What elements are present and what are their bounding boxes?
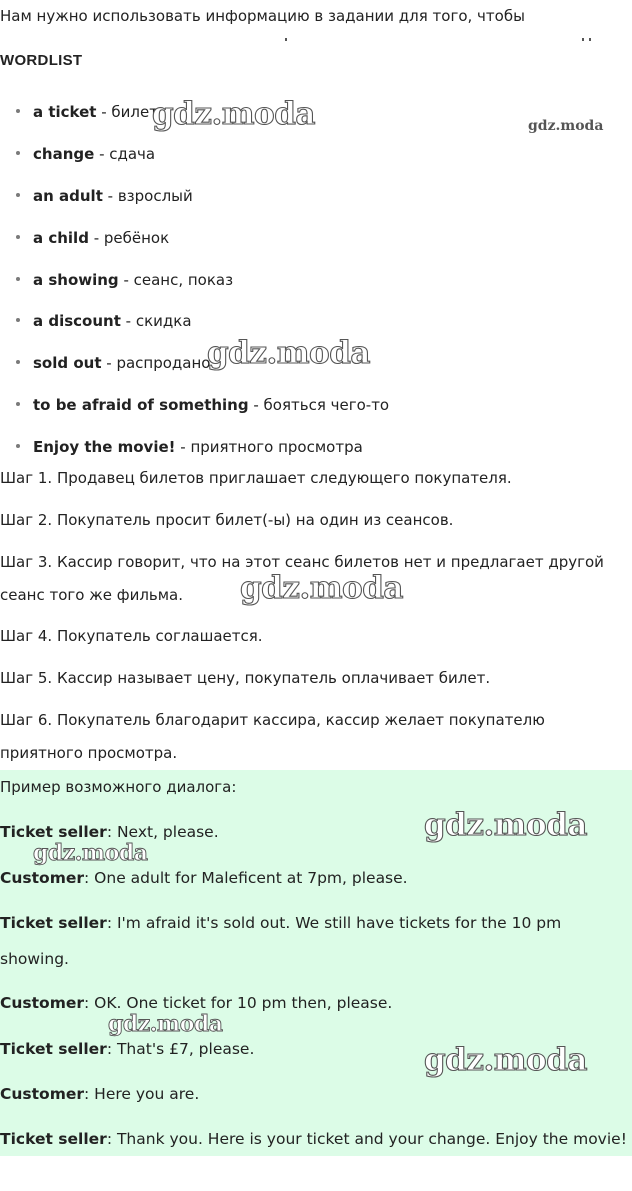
intro-text: Нам нужно использовать информацию в задании для того, чтобы bbox=[0, 7, 525, 25]
watermark: gdz.moda bbox=[240, 570, 403, 606]
bullet-icon bbox=[16, 109, 20, 113]
dialogue-line bbox=[0, 905, 632, 977]
wordlist-translation: - бояться чего-то bbox=[248, 396, 390, 414]
step-5: Шаг 5. Кассир называет цену, покупатель оплачивает билет. bbox=[0, 669, 491, 687]
wordlist-term: Enjoy the movie! bbox=[33, 438, 176, 456]
wordlist-term: an adult bbox=[33, 187, 103, 205]
dialogue-line bbox=[0, 814, 632, 850]
wordlist-term: change bbox=[33, 145, 95, 163]
dialogue-speaker: Ticket seller bbox=[0, 823, 107, 841]
dialogue-speaker: Customer bbox=[0, 1085, 85, 1103]
wordlist-term: to be afraid of something bbox=[33, 396, 249, 414]
wordlist-term: a child bbox=[33, 229, 89, 247]
clipped-text-remnant bbox=[0, 38, 632, 44]
wordlist-term: a showing bbox=[33, 271, 119, 289]
step-6: Шаг 6. Покупатель благодарит кассира, кассир желает покупателю приятного просмотра. bbox=[0, 711, 545, 762]
wordlist-translation: - приятного просмотра bbox=[175, 438, 363, 456]
watermark: gdz.moda bbox=[108, 1011, 223, 1037]
watermark: gdz.moda bbox=[424, 807, 587, 843]
wordlist-translation: - сеанс, показ bbox=[118, 271, 234, 289]
wordlist-translation: - сдача bbox=[94, 145, 156, 163]
dialogue-speaker: Ticket seller bbox=[0, 1130, 107, 1148]
dialogue-text: : Next, please. bbox=[106, 823, 219, 841]
dialogue-line bbox=[0, 860, 632, 896]
dialogue-text: : That's £7, please. bbox=[106, 1040, 255, 1058]
dialogue-speaker: Ticket seller bbox=[0, 914, 107, 932]
dialogue-line bbox=[0, 985, 632, 1021]
dialogue-text: : Thank you. Here is your ticket and your change. Enjoy the movie! bbox=[106, 1130, 627, 1148]
example-title: Пример возможного диалога: bbox=[0, 778, 237, 796]
bullet-icon bbox=[16, 277, 20, 281]
watermark: gdz.moda bbox=[528, 118, 604, 134]
wordlist-term: a ticket bbox=[33, 103, 97, 121]
bullet-icon bbox=[16, 151, 20, 155]
bullet-icon bbox=[16, 444, 20, 448]
dialogue-text: : I'm afraid it's sold out. We still have tickets for the 10 pm showing. bbox=[0, 914, 562, 968]
bullet-icon bbox=[16, 235, 20, 239]
wordlist-translation: - билет bbox=[96, 103, 158, 121]
dialogue-line bbox=[0, 1076, 632, 1112]
wordlist-term: sold out bbox=[33, 354, 102, 372]
bullet-icon bbox=[16, 318, 20, 322]
dialogue-speaker: Customer bbox=[0, 994, 85, 1012]
example-dialogue-box bbox=[0, 770, 632, 1156]
wordlist-translation: - скидка bbox=[120, 312, 192, 330]
dialogue-text: : Here you are. bbox=[84, 1085, 200, 1103]
dialogue-text: : OK. One ticket for 10 pm then, please. bbox=[84, 994, 393, 1012]
bullet-icon bbox=[16, 193, 20, 197]
wordlist-term: a discount bbox=[33, 312, 121, 330]
wordlist-translation: - распродано bbox=[101, 354, 211, 372]
dialogue-line bbox=[0, 1121, 632, 1157]
step-2: Шаг 2. Покупатель просит билет(-ы) на один из сеансов. bbox=[0, 511, 454, 529]
dialogue-speaker: Customer bbox=[0, 869, 85, 887]
watermark: gdz.moda bbox=[424, 1042, 587, 1078]
step-1: Шаг 1. Продавец билетов приглашает следующего покупателя. bbox=[0, 469, 512, 487]
watermark: gdz.moda bbox=[33, 840, 148, 866]
bullet-icon bbox=[16, 402, 20, 406]
step-4: Шаг 4. Покупатель соглашается. bbox=[0, 627, 263, 645]
watermark: gdz.moda bbox=[207, 335, 370, 371]
step-3: Шаг 3. Кассир говорит, что на этот сеанс билетов нет и предлагает другой сеанс того же фильма. bbox=[0, 553, 604, 604]
dialogue-line bbox=[0, 1031, 632, 1067]
wordlist-heading: WORDLIST bbox=[0, 52, 83, 69]
wordlist-translation: - взрослый bbox=[102, 187, 193, 205]
watermark: gdz.moda bbox=[152, 96, 315, 132]
dialogue-text: : One adult for Maleficent at 7pm, please. bbox=[84, 869, 408, 887]
wordlist-translation: - ребёнок bbox=[88, 229, 170, 247]
bullet-icon bbox=[16, 360, 20, 364]
dialogue-speaker: Ticket seller bbox=[0, 1040, 107, 1058]
